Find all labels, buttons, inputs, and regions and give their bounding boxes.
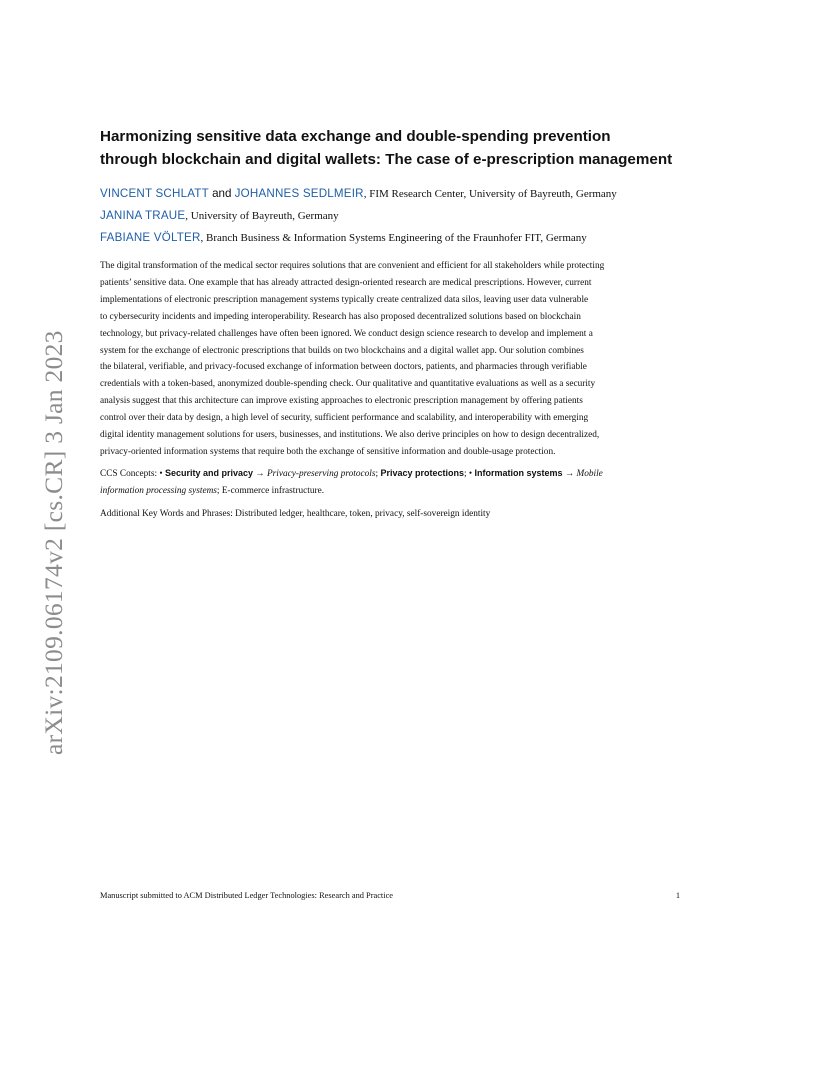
abstract-line: digital identity management solutions for users, businesses, and institutions. We also derive principles on how to design decentralized, <box>100 430 600 441</box>
author-line-1 <box>100 183 740 205</box>
ccs-label: CCS Concepts: • <box>100 469 165 479</box>
author-name-traue[interactable]: JANINA TRAUE <box>100 209 186 222</box>
abstract-line: patients’ sensitive data. One example that has already attracted design-oriented research are medical prescriptions. However, current <box>100 277 592 288</box>
author-affiliation-3: , Branch Business & Information Systems Engineering of the Fraunhofer FIT, Germany <box>200 232 587 244</box>
ccs-concept-security: Security and privacy <box>164 468 254 478</box>
keywords: Additional Key Words and Phrases: Distributed ledger, healthcare, token, privacy, self-sovereign identity <box>100 509 491 519</box>
author-name-sedlmeir[interactable]: JOHANNES SEDLMEIR <box>234 187 364 200</box>
abstract-line: technology, but privacy-related challenges have often been ignored. We conduct design science research to develop and implement a <box>100 328 593 339</box>
author-block <box>100 183 740 249</box>
title-line-1: Harmonizing sensitive data exchange and double-spending prevention <box>100 128 611 145</box>
ccs-separator: ; <box>375 469 381 479</box>
paper-title <box>100 125 740 171</box>
ccs-sub-mobile-cont: information processing systems <box>100 485 217 496</box>
abstract-line: the bilateral, verifiable, and privacy-focused exchange of information between doctors, patients, and pharmacies through verifiable <box>100 362 587 373</box>
abstract-line: system for the exchange of electronic prescriptions that builds on two blockchains and a digital wallet app. Our solution combines <box>100 345 584 356</box>
ccs-separator: ; • <box>463 469 475 479</box>
author-conjunction: and <box>208 187 235 200</box>
abstract-line: implementations of electronic prescription management systems typically create centralized data silos, leaving user data vulnerable <box>100 294 589 305</box>
abstract-line: The digital transformation of the medical sector requires solutions that are convenient and efficient for all stakeholders while protecting <box>100 261 605 271</box>
ccs-arrow: → <box>253 469 267 479</box>
ccs-sub-mobile: Mobile <box>576 469 603 479</box>
title-line-2: through blockchain and digital wallets: The case of e-prescription management <box>100 151 673 168</box>
ccs-arrow: → <box>562 469 577 479</box>
ccs-concept-information-systems: Information systems <box>474 468 563 478</box>
ccs-concept-privacy-protections: Privacy protections <box>380 468 464 478</box>
abstract-line: to cybersecurity incidents and impeding interoperability. Research has also proposed decentralized solutions based on blockchain <box>100 311 581 322</box>
abstract-line: control over their data by design, a high level of security, sufficient performance and scalability, and interoperability with emerging <box>100 413 589 424</box>
ccs-line-2 <box>100 483 680 500</box>
arxiv-identifier: arXiv:2109.06174v2 [cs.CR] 3 Jan 2023 <box>39 330 68 755</box>
author-affiliation-2: , University of Bayreuth, Germany <box>185 210 339 222</box>
author-name-schlatt[interactable]: VINCENT SCHLATT <box>100 187 209 200</box>
ccs-sub-privacy-protocols: Privacy-preserving protocols <box>266 469 376 479</box>
abstract-line: credentials with a token-based, anonymized double-spending check. Our qualitative and quantitative evaluations as well as a security <box>100 379 596 390</box>
footer-venue: Manuscript submitted to ACM Distributed Ledger Technologies: Research and Practice <box>100 891 394 900</box>
page-number: 1 <box>675 891 680 900</box>
ccs-line-1 <box>100 465 680 483</box>
author-line-2 <box>100 205 740 227</box>
author-line-3 <box>100 227 740 249</box>
abstract-line: privacy-oriented information systems that require both the exchange of sensitive information and double-usage protection. <box>100 446 556 457</box>
abstract <box>100 258 680 461</box>
author-affiliation-1: , FIM Research Center, University of Bayreuth, Germany <box>363 188 617 200</box>
ccs-concepts <box>100 465 680 500</box>
author-name-volter[interactable]: FABIANE VÖLTER <box>100 231 201 244</box>
abstract-line: analysis suggest that this architecture can improve existing approaches to electronic prescription management by offering patients <box>100 396 583 407</box>
ccs-tail: ; E-commerce infrastructure. <box>216 485 325 496</box>
